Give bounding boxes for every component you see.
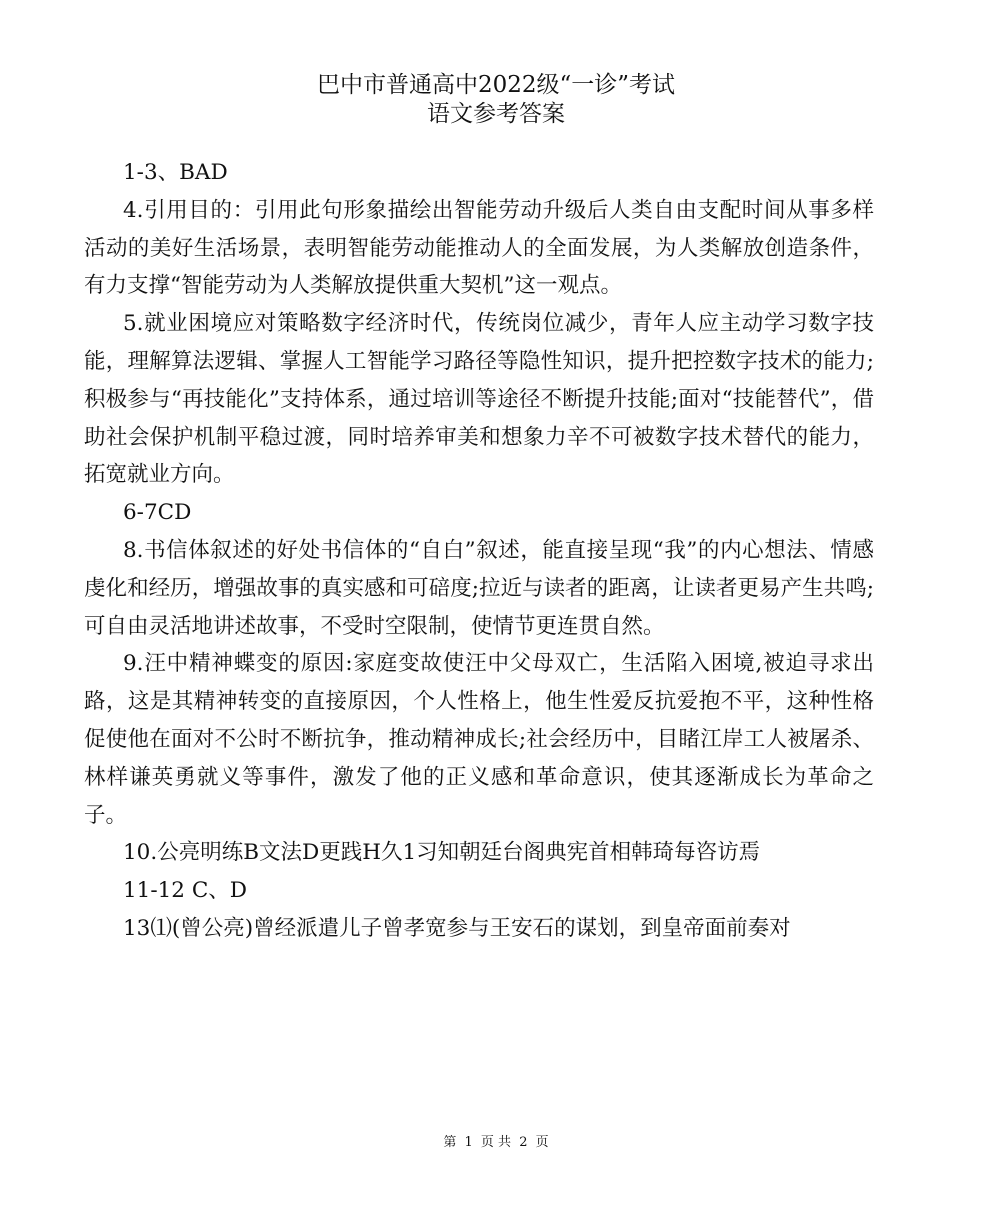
answer-item-5: 5.就业困境应对策略数字经济时代，传统岗位减少，青年人应主动学习数字技能，理解算法逻辑、掌握人工智能学习路径等隐性知识，提升把控数字技术的能力;积极参与“再技能化”支持体系，通过培训等途径不断提升技能;面对“技能替代”，借助社会保护机制平稳过渡，同时培养审美和想象力辛不可被数字技术替代的能力，拓宽就业方向。 (84, 311, 874, 488)
footer-page-number: 1 (464, 1135, 473, 1150)
answer-item-10: 10.公亮明练B文法D更践H久1习知朝廷台阁典宪首相韩琦每咨访焉 (123, 840, 761, 866)
footer-total-pages: 2 (519, 1135, 528, 1150)
answer-item-6-7: 6-7CD (123, 500, 192, 526)
document-title: 巴中市普通高中2022级“一诊”考试 (316, 72, 676, 98)
answer-item-9: 9.汪中精神蝶变的原因:家庭变故使汪中父母双亡，生活陷入困境,被迫寻求出路，这是其精神转变的直接原因，个人性格上，他生性爱反抗爱抱不平，这种性格促使他在面对不公时不断抗争，推动精神成长;社会经历中，目睹江岸工人被屠杀、林样谦英勇就义等事件，激发了他的正义感和革命意识，使其逐渐成长为革命之子。 (84, 651, 874, 828)
footer-suffix: 页 (535, 1135, 549, 1150)
answer-item-11-12: 11-12 C、D (123, 878, 248, 904)
footer-prefix: 第 (443, 1135, 457, 1150)
answer-item-8: 8.书信体叙述的好处书信体的“自白”叙述，能直接呈现“我”的内心想法、情感虔化和经历，增强故事的真实感和可碚度;拉近与读者的距离，让读者更易产生共鸣;可自由灵活地讲述故事，不受时空限制，使情节更连贯自然。 (84, 537, 874, 639)
answer-item-13: 13⑴(曾公亮)曾经派遣儿子曾孝宽参与王安石的谋划，到皇帝面前奏对 (123, 915, 791, 941)
answer-list (84, 154, 874, 948)
page-footer (0, 1131, 992, 1150)
answer-item-1-3: 1-3、BAD (123, 160, 228, 185)
answer-item-4: 4.引用目的：引用此句形象描绘出智能劳动升级后人类自由支配时间从事多样活动的美好生活场景，表明智能劳动能推动人的全面发展，为人类解放创造条件，有力支撑“智能劳动为人类解放提供重大契机”这一观点。 (84, 197, 874, 299)
footer-mid: 页 共 (480, 1135, 512, 1150)
document-subtitle: 语文参考答案 (427, 101, 565, 127)
